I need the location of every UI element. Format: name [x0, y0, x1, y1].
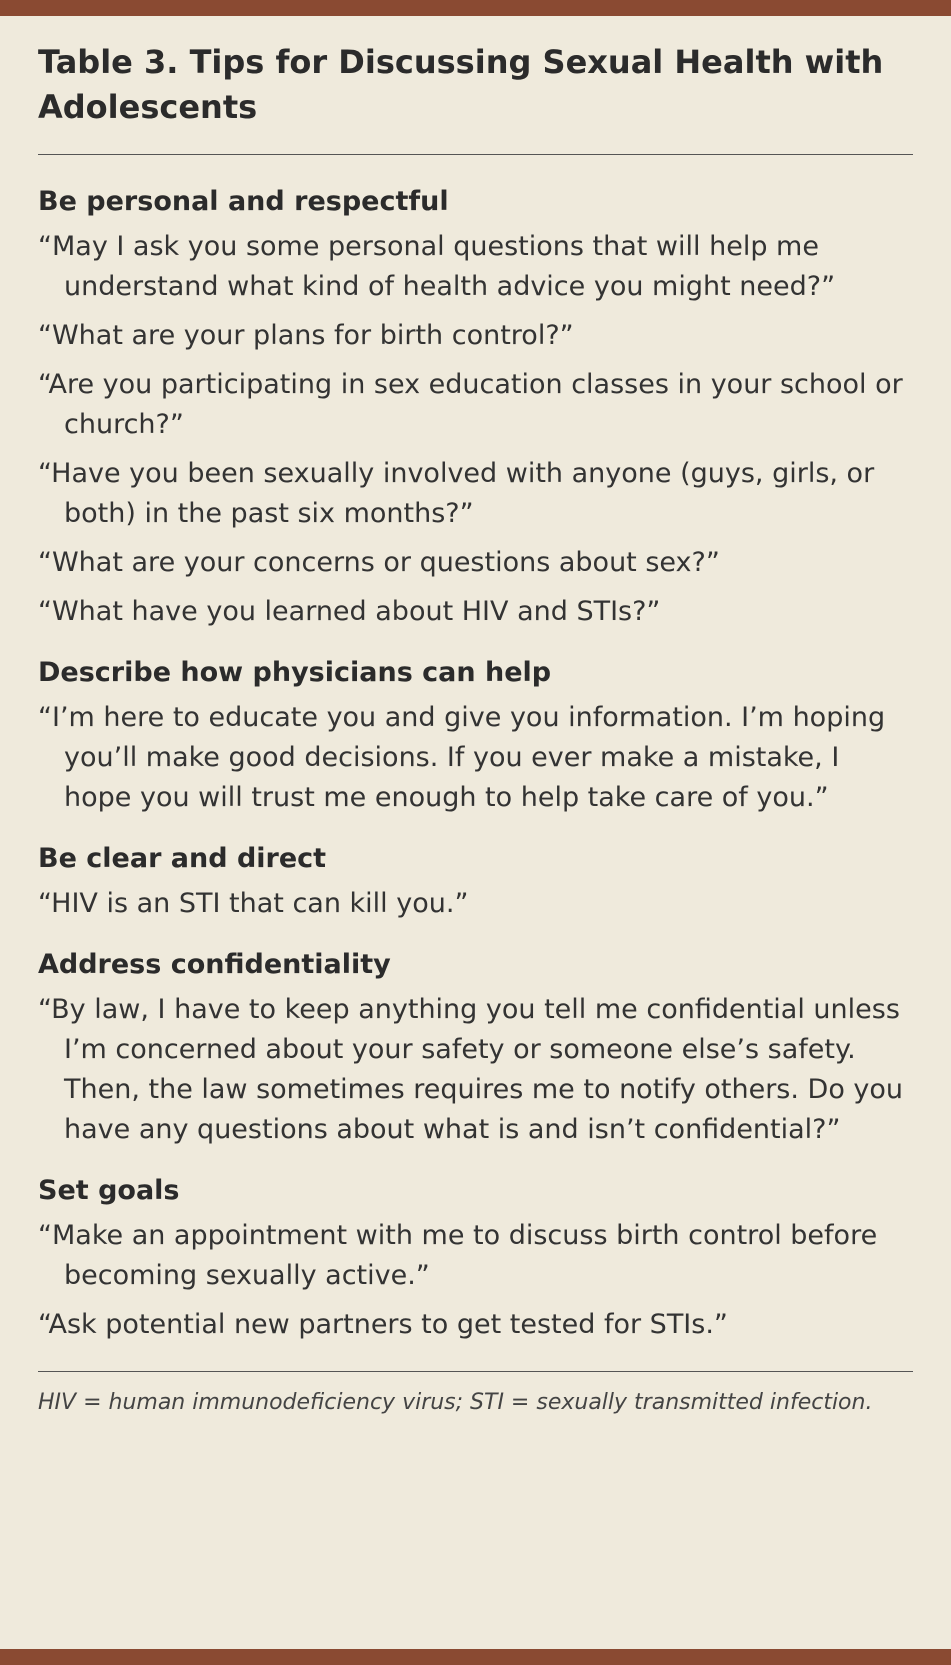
footnote-divider: [38, 1371, 913, 1372]
section-heading: Be clear and direct: [38, 843, 327, 874]
quote-item: “Are you participating in sex education classes in your school or church?”: [38, 369, 903, 440]
section-heading: Set goals: [38, 1175, 180, 1206]
section-heading: Be personal and respectful: [38, 186, 449, 217]
table-footnote: HIV = human immunodeficiency virus; STI = sexually transmitted infection.: [38, 1390, 873, 1415]
title-divider: [38, 154, 913, 155]
quote-item: “What have you learned about HIV and STIs?”: [38, 596, 661, 627]
section-personal: [38, 183, 913, 632]
quote-item: “HIV is an STI that can kill you.”: [38, 888, 469, 919]
bottom-border: [0, 1649, 951, 1665]
section-heading: Address confidentiality: [38, 949, 391, 980]
quote-item: “Ask potential new partners to get tested for STIs.”: [38, 1309, 728, 1340]
table-title: Table 3. Tips for Discussing Sexual Health with Adolescents: [38, 43, 884, 126]
section-confidentiality: [38, 946, 913, 1150]
quote-item: “I’m here to educate you and give you information. I’m hoping you’ll make good decisions. If you ever make a mistake, I hope you will trust me enough to help take care of you.”: [38, 702, 886, 813]
quote-item: “Have you been sexually involved with anyone (guys, girls, or both) in the past six months?”: [38, 458, 875, 529]
quote-item: “What are your plans for birth control?”: [38, 320, 574, 351]
quote-item: “By law, I have to keep anything you tell me confidential unless I’m concerned about your safety or someone else’s safety. Then, the law sometimes requires me to notify others. Do you have any questions about what is and isn’t confidential?”: [38, 994, 904, 1145]
quote-item: “Make an appointment with me to discuss birth control before becoming sexually active.”: [38, 1220, 878, 1291]
quote-item: “What are your concerns or questions about sex?”: [38, 547, 720, 578]
section-physicians-help: [38, 654, 913, 818]
quote-item: “May I ask you some personal questions that will help me understand what kind of health advice you might need?”: [38, 231, 836, 302]
section-clear-direct: [38, 840, 913, 924]
top-border: [0, 0, 951, 16]
table-panel: [38, 40, 913, 1420]
section-heading: Describe how physicians can help: [38, 657, 552, 688]
section-set-goals: [38, 1172, 913, 1345]
